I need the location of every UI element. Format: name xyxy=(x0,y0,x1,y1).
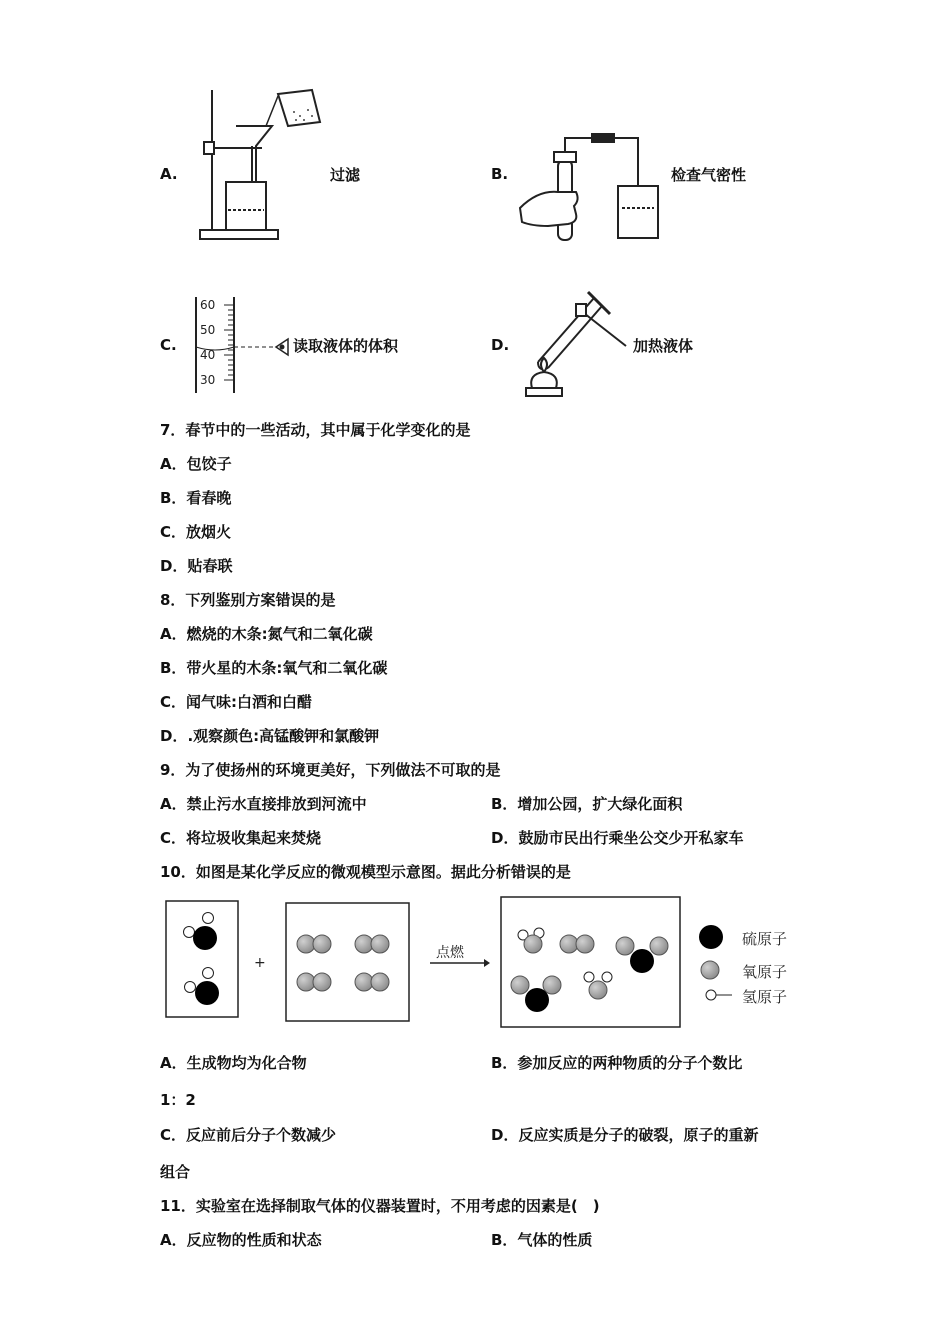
q10-option-b: B．参加反应的两种物质的分子个数比 xyxy=(491,1054,743,1072)
q9-stem: 9．为了使扬州的环境更美好，下列做法不可取的是 xyxy=(160,761,501,779)
legend-hydrogen: 氢原子 xyxy=(742,988,788,1006)
q10-option-d-cont: 组合 xyxy=(160,1163,191,1181)
option-c-letter: C. xyxy=(160,336,177,354)
option-b-letter: B. xyxy=(491,165,509,183)
scale-60: 60 xyxy=(200,298,216,312)
scale-30: 30 xyxy=(200,373,216,387)
q11-option-a: A．反应物的性质和状态 xyxy=(160,1231,322,1249)
legend-oxygen: 氧原子 xyxy=(742,963,788,981)
scale-50: 50 xyxy=(200,323,216,337)
q10-stem: 10．如图是某化学反应的微观模型示意图。据此分析错误的是 xyxy=(160,863,571,881)
eye-icon xyxy=(276,339,288,355)
plus-sign: + xyxy=(254,955,266,971)
q11-option-b: B．气体的性质 xyxy=(491,1231,593,1249)
q7-option-d: D．贴春联 xyxy=(160,557,233,575)
legend-sulfur: 硫原子 xyxy=(742,930,788,948)
q7-option-b: B．看春晚 xyxy=(160,489,232,507)
option-d-label: 加热液体 xyxy=(633,337,694,355)
oxygen-atom-legend-icon xyxy=(701,961,719,979)
q10-option-c: C．反应前后分子个数减少 xyxy=(160,1126,337,1144)
option-a-letter: A. xyxy=(160,165,178,183)
airtightness-figure xyxy=(518,130,668,245)
q10-option-a: A．生成物均为化合物 xyxy=(160,1054,307,1072)
filtration-figure xyxy=(190,82,330,247)
q11-stem: 11．实验室在选择制取气体的仪器装置时，不用考虑的因素是( ) xyxy=(160,1197,600,1215)
scale-40: 40 xyxy=(200,348,216,362)
reaction-diagram xyxy=(160,893,810,1033)
option-b-label: 检查气密性 xyxy=(671,166,747,184)
q7-option-c: C．放烟火 xyxy=(160,523,232,541)
q10-option-b-cont: 1：2 xyxy=(160,1091,196,1109)
q8-stem: 8．下列鉴别方案错误的是 xyxy=(160,591,336,609)
hydrogen-atom-legend-icon xyxy=(706,990,732,1000)
q8-option-a: A．燃烧的木条:氮气和二氧化碳 xyxy=(160,625,373,643)
q8-option-d: D．.观察颜色:高锰酸钾和氯酸钾 xyxy=(160,727,380,745)
q7-option-a: A．包饺子 xyxy=(160,455,232,473)
option-a-label: 过滤 xyxy=(330,166,361,184)
q8-option-b: B．带火星的木条:氧气和二氧化碳 xyxy=(160,659,388,677)
heating-liquid-figure xyxy=(518,288,633,400)
q9-option-d: D．鼓励市民出行乘坐公交少开私家车 xyxy=(491,829,744,847)
sulfur-atom-legend-icon xyxy=(699,925,723,949)
reaction-condition: 点燃 xyxy=(436,945,464,961)
q9-option-c: C．将垃圾收集起来焚烧 xyxy=(160,829,322,847)
q9-option-a: A．禁止污水直接排放到河流中 xyxy=(160,795,367,813)
q10-option-d: D．反应实质是分子的破裂，原子的重新 xyxy=(491,1126,759,1144)
option-c-label: 读取液体的体积 xyxy=(293,337,399,355)
cylinder-reading-figure xyxy=(190,295,295,395)
q9-option-b: B．增加公园，扩大绿化面积 xyxy=(491,795,683,813)
option-d-letter: D. xyxy=(491,336,510,354)
q8-option-c: C．闻气味:白酒和白醋 xyxy=(160,693,313,711)
q7-stem: 7．春节中的一些活动，其中属于化学变化的是 xyxy=(160,421,471,439)
